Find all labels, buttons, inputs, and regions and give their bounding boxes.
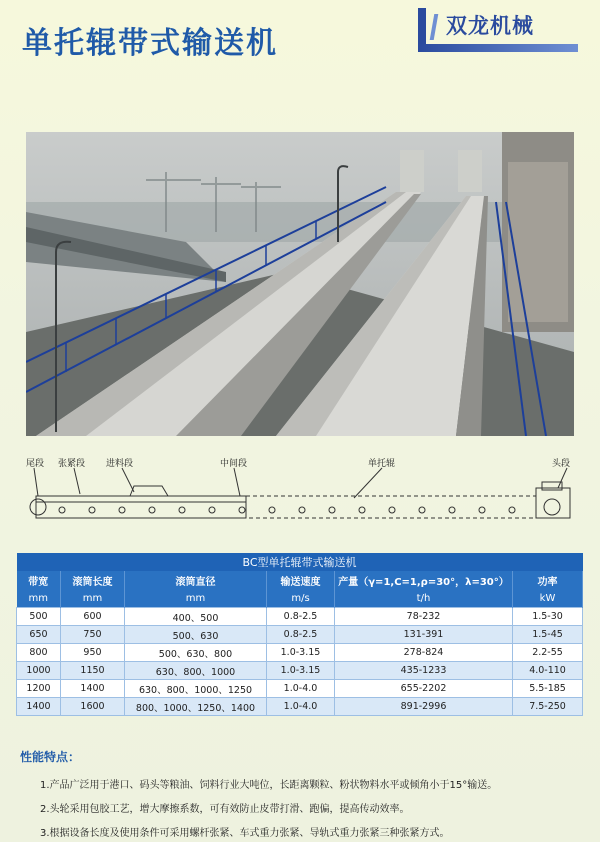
- cell: 1.0-4.0: [267, 680, 335, 698]
- cell: 7.5-250: [513, 698, 583, 716]
- page-title: 单托辊带式输送机: [22, 26, 278, 61]
- unit-power: kW: [513, 589, 583, 608]
- cell: 1.0-3.15: [267, 662, 335, 680]
- header-belt-width: 带宽: [17, 571, 61, 589]
- cell: 1400: [61, 680, 125, 698]
- cell: 0.8-2.5: [267, 608, 335, 626]
- conveyor-layout-diagram: [22, 452, 582, 530]
- label-tension-section: 张紧段: [58, 459, 86, 469]
- header-power: 功率: [513, 571, 583, 589]
- cell: 278-824: [335, 644, 513, 662]
- label-middle-section: 中间段: [220, 459, 248, 469]
- logo-text: 双龙机械: [446, 14, 534, 38]
- cell: 500、630、800: [125, 644, 267, 662]
- cell: 4.0-110: [513, 662, 583, 680]
- cell: 500、630: [125, 626, 267, 644]
- table-row: [17, 626, 583, 644]
- unit-capacity: t/h: [335, 589, 513, 608]
- cell: 1.5-30: [513, 608, 583, 626]
- cell: 750: [61, 626, 125, 644]
- header-speed: 输送速度: [267, 571, 335, 589]
- features-title: 性能特点：: [20, 750, 81, 764]
- cell: 131-391: [335, 626, 513, 644]
- feature-item-1: 1.产品广泛用于港口、码头等粮油、饲料行业大吨位，长距离颗粒、粉状物料水平或倾角小于15°输送。: [40, 780, 498, 791]
- cell: 1000: [17, 662, 61, 680]
- cell: 0.8-2.5: [267, 626, 335, 644]
- cell: 1600: [61, 698, 125, 716]
- table-row: [17, 680, 583, 698]
- label-head-section: 头段: [552, 459, 571, 469]
- label-feed-section: 进料段: [106, 459, 134, 469]
- brand-logo: [418, 8, 580, 58]
- cell: 655-2202: [335, 680, 513, 698]
- unit-belt-width: mm: [17, 589, 61, 608]
- cell: 891-2996: [335, 698, 513, 716]
- cell: 800: [17, 644, 61, 662]
- cell: 400、500: [125, 608, 267, 626]
- table-row: [17, 608, 583, 626]
- table-caption: BC型单托辊带式输送机: [17, 553, 583, 571]
- cell: 1.0-4.0: [267, 698, 335, 716]
- cell: 1.5-45: [513, 626, 583, 644]
- cell: 950: [61, 644, 125, 662]
- cell: 435-1233: [335, 662, 513, 680]
- cell: 650: [17, 626, 61, 644]
- cell: 600: [61, 608, 125, 626]
- unit-drum-length: mm: [61, 589, 125, 608]
- table-row: [17, 662, 583, 680]
- cell: 1200: [17, 680, 61, 698]
- cell: 1400: [17, 698, 61, 716]
- spec-table: [16, 553, 582, 716]
- unit-drum-diameter: mm: [125, 589, 267, 608]
- unit-speed: m/s: [267, 589, 335, 608]
- header-drum-diameter: 滚筒直径: [125, 571, 267, 589]
- table-row: [17, 644, 583, 662]
- cell: 1150: [61, 662, 125, 680]
- label-single-idler: 单托辊: [368, 459, 396, 469]
- cell: 2.2-55: [513, 644, 583, 662]
- cell: 500: [17, 608, 61, 626]
- header-capacity: 产量（γ=1,C=1,ρ=30°，λ=30°）: [335, 571, 513, 589]
- cell: 630、800、1000: [125, 662, 267, 680]
- cell: 78-232: [335, 608, 513, 626]
- cell: 800、1000、1250、1400: [125, 698, 267, 716]
- label-tail-section: 尾段: [26, 459, 45, 469]
- table-row: [17, 698, 583, 716]
- header-drum-length: 滚筒长度: [61, 571, 125, 589]
- conveyor-photo: [26, 132, 574, 436]
- feature-item-2: 2.头轮采用包胶工艺，增大摩擦系数，可有效防止皮带打滑、跑偏，提高传动效率。: [40, 804, 410, 815]
- cell: 1.0-3.15: [267, 644, 335, 662]
- feature-item-3: 3.根据设备长度及使用条件可采用螺杆张紧、车式重力张紧、导轨式重力张紧三种张紧方式。: [40, 828, 450, 839]
- cell: 5.5-185: [513, 680, 583, 698]
- cell: 630、800、1000、1250: [125, 680, 267, 698]
